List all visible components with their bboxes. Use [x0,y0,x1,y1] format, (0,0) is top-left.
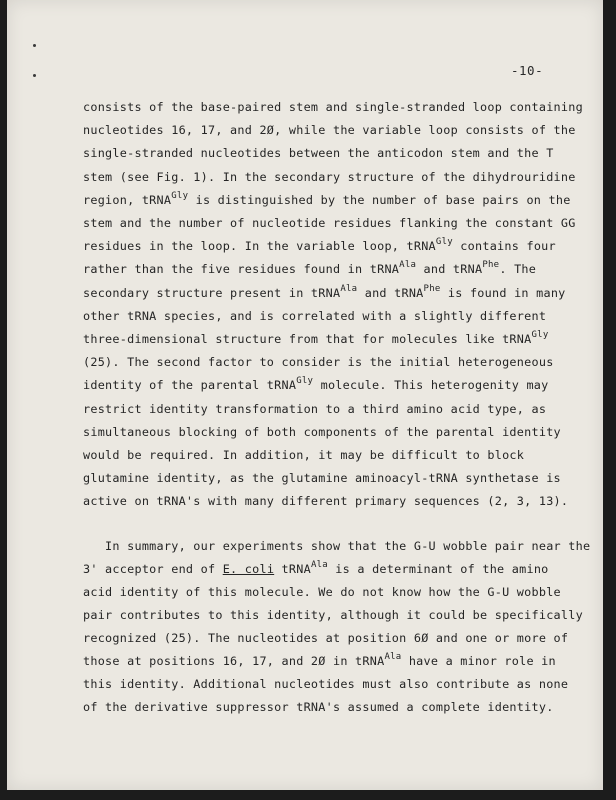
superscript: Phe [482,260,500,271]
text-line: single-stranded nucleotides between the anticodon stem and the T [83,146,554,161]
text-line: other tRNA species, and is correlated with a slightly different [83,308,547,323]
text-line: residues in the loop. In the variable loop, tRNA$^{Gly}$ contains four [83,237,556,254]
text-line: consists of the base-paired stem and single-stranded loop containing [83,100,583,114]
text-line: those at positions 16, 17, and 2Ø in tRNA$^{Ala}$ have a minor role in [83,652,556,668]
document-page [7,0,603,790]
superscript: Phe [423,283,441,294]
text-line: 3' acceptor end of E. coli tRNA$^{Ala}$ is a determinant of the amino [83,560,549,576]
text-line: glutamine identity, as the glutamine aminoacyl-tRNA synthetase is [83,471,561,486]
page-number: -10- [511,63,544,78]
superscript: Ala [384,652,402,662]
text-line: this identity. Additional nucleotides must also contribute as none [83,677,569,691]
text-line: identity of the parental tRNA$^{Gly}$ molecule. This heterogenity may [83,376,549,393]
superscript: Gly [171,190,189,201]
text-line: region, tRNA$^{Gly}$ is distinguished by the number of base pairs on the [83,190,571,207]
superscript: Ala [310,560,328,570]
text-line: stem and the number of nucleotide residues flanking the constant GG [83,216,576,231]
superscript: Gly [435,237,453,248]
text-line: pair contributes to this identity, although it could be specifically [83,608,583,622]
text-line: secondary structure present in tRNA$^{Ala}$ and tRNA$^{Phe}$ is found in many [83,283,566,300]
text-line: (25). The second factor to consider is the initial heterogeneous [83,355,554,370]
paragraph-2 [83,535,603,719]
punch-mark-dot [33,74,36,77]
text-line: three-dimensional structure from that for molecules like tRNA$^{Gly}$ [83,330,549,347]
punch-mark-dot [33,44,36,47]
text-line: rather than the five residues found in tRNA$^{Ala}$ and tRNA$^{Phe}$. The [83,260,537,277]
superscript: Ala [399,260,417,271]
text-line: simultaneous blocking of both components of the parental identity [83,424,561,439]
paragraph-1 [83,96,603,514]
text-line: would be required. In addition, it may be difficult to block [83,448,525,463]
superscript: Ala [340,283,358,294]
text-line: acid identity of this molecule. We do not know how the G-U wobble [83,585,561,599]
text-line: In summary, our experiments show that the G-U wobble pair near the [83,539,591,553]
text-line: stem (see Fig. 1). In the secondary structure of the dihydrouridine [83,169,576,184]
superscript: Gly [296,376,314,387]
text-line: active on tRNA's with many different primary sequences (2, 3, 13). [83,494,569,509]
superscript: Gly [531,330,549,341]
text-line: recognized (25). The nucleotides at position 6Ø and one or more of [83,631,569,645]
text-line: nucleotides 16, 17, and 2Ø, while the variable loop consists of the [83,123,576,138]
species-name-underlined: E. coli [222,562,275,576]
text-line: restrict identity transformation to a third amino acid type, as [83,401,547,416]
text-line: of the derivative suppressor tRNA's assumed a complete identity. [83,700,554,714]
